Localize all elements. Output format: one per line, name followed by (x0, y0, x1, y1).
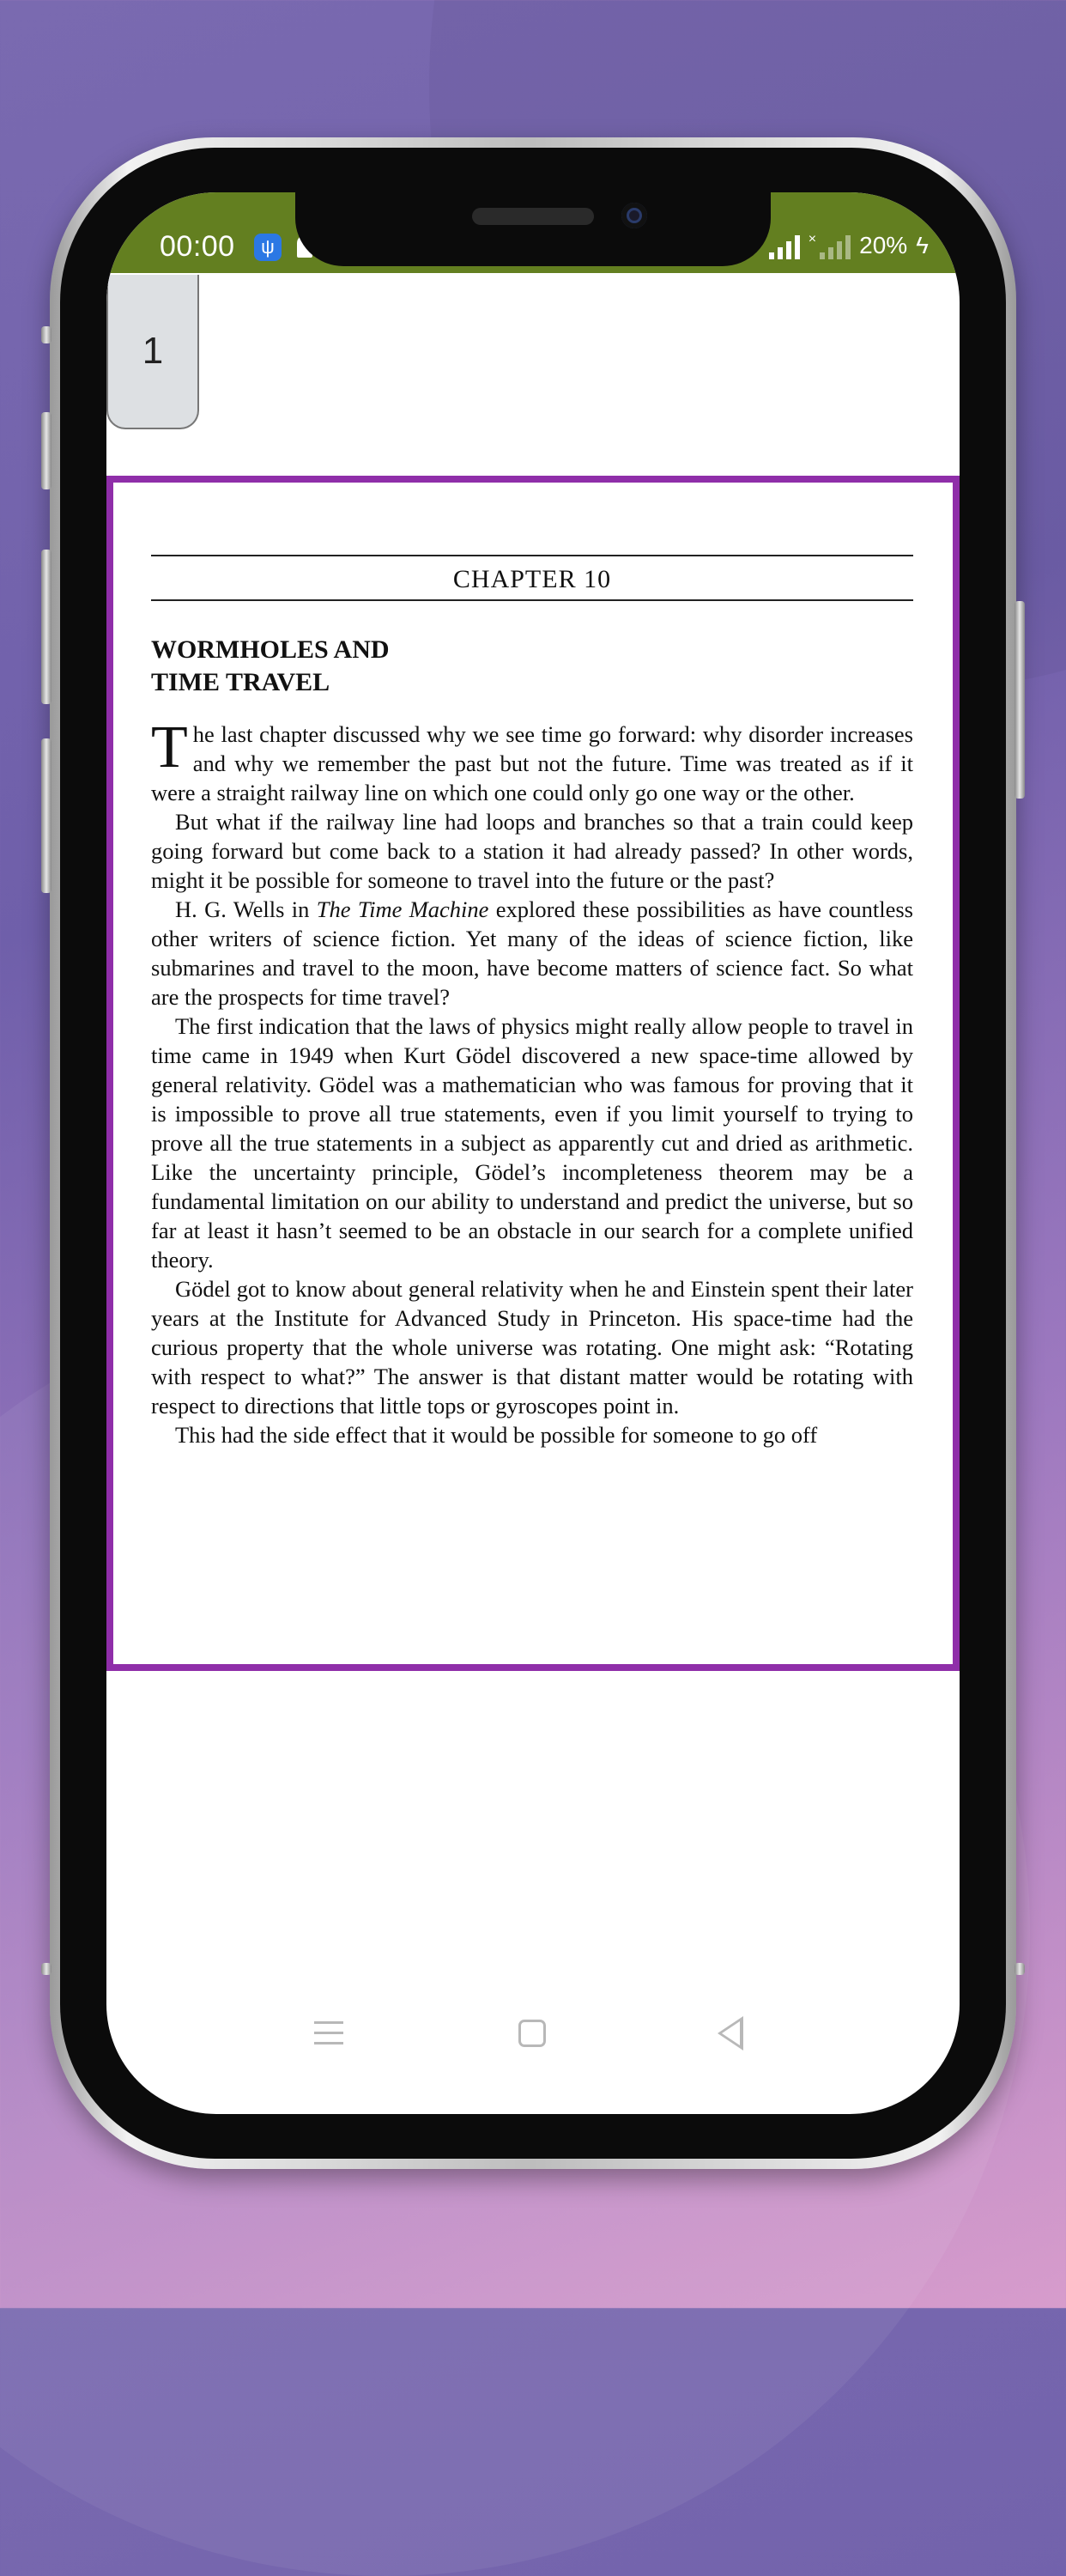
phone-screen (106, 192, 960, 2114)
battery-percent: 20% (859, 232, 908, 258)
navigation-bar (106, 2009, 960, 2061)
phone-side-button (1015, 1963, 1025, 1975)
chapter-heading: CHAPTER 10 (452, 565, 612, 593)
chapter-title (151, 634, 913, 699)
menu-icon[interactable] (314, 2021, 343, 2052)
paragraph: But what if the railway line had loops and branches so that a train could keep going forward but come back to a station it had already passed? In other words, might it be possible for someone to travel into the future or the past? (151, 809, 913, 893)
chapter-title-line: TIME TRAVEL (151, 668, 330, 696)
page-number-badge[interactable]: 1 (106, 275, 199, 429)
back-icon-inner (722, 2021, 740, 2045)
phone-side-button (1015, 601, 1025, 799)
paragraph (151, 714, 913, 807)
drop-cap: T (151, 714, 188, 781)
home-icon[interactable] (518, 2020, 546, 2047)
chapter-body (151, 714, 913, 1449)
document-content (151, 555, 913, 1449)
phone-side-button (41, 550, 51, 704)
status-time: 00:00 (160, 230, 235, 263)
phone-side-button (41, 412, 51, 489)
chapter-title-line: WORMHOLES AND (151, 635, 390, 664)
book-title: The Time Machine (316, 896, 489, 922)
paragraph: The first indication that the laws of physics might really allow people to travel in time came in 1949 when Kurt Gödel discovered a new space-time allowed by general relativity. Gödel was a mathematician who was famous for proving that it is impossible to prove all true statements, even if you limit yourself to trying to prove all the true statements in a subject as apparently cut and dried as arithmetic. Like the uncertainty principle, Gödel’s incompleteness theorem may be a fundamental limitation on our ability to understand and predict the universe, but so far at least it hasn’t seemed to be an obstacle in our search for a complete unified theory. (151, 1013, 913, 1273)
no-signal-mark-icon: × (808, 232, 817, 246)
paragraph-text: he last chapter discussed why we see time go forward: why disorder increases and why we remember the past but not the future. Time was treated as if it were a straight railway line on which one could only go one way or the other. (151, 721, 913, 805)
phone-side-button (41, 1963, 51, 1975)
paragraph-text: H. G. Wells in (175, 896, 317, 922)
phone-side-button (41, 326, 51, 343)
signal-icon (769, 234, 800, 259)
phone-side-button (41, 738, 51, 893)
usb-icon: ψ (254, 234, 282, 261)
front-camera (621, 203, 647, 228)
earpiece-speaker (472, 208, 594, 225)
pdf-page (106, 476, 960, 1671)
paragraph: This had the side effect that it would be possible for someone to go off (175, 1422, 818, 1448)
camera-notch (295, 192, 771, 266)
paragraph-text: explored these possibilities as have countless other writers of science fiction. Yet many of the ideas of science fiction, like submarines and travel to the moon, have become matters of science fact. So what are the prospects for time travel? (151, 896, 913, 1010)
paragraph (151, 895, 913, 1012)
charging-icon: ϟ (916, 232, 929, 258)
divider-rule (151, 599, 913, 601)
paragraph: Gödel got to know about general relativity when he and Einstein spent their later years at the Institute for Advanced Study in Princeton. His space-time had the curious property that the whole universe was rotating. One might ask: “Rotating with respect to what?” The answer is that distant matter would be rotating with respect to directions that little tops or gyroscopes point in. (151, 1276, 913, 1419)
status-indicators (769, 232, 929, 259)
signal-off-icon (820, 234, 851, 259)
